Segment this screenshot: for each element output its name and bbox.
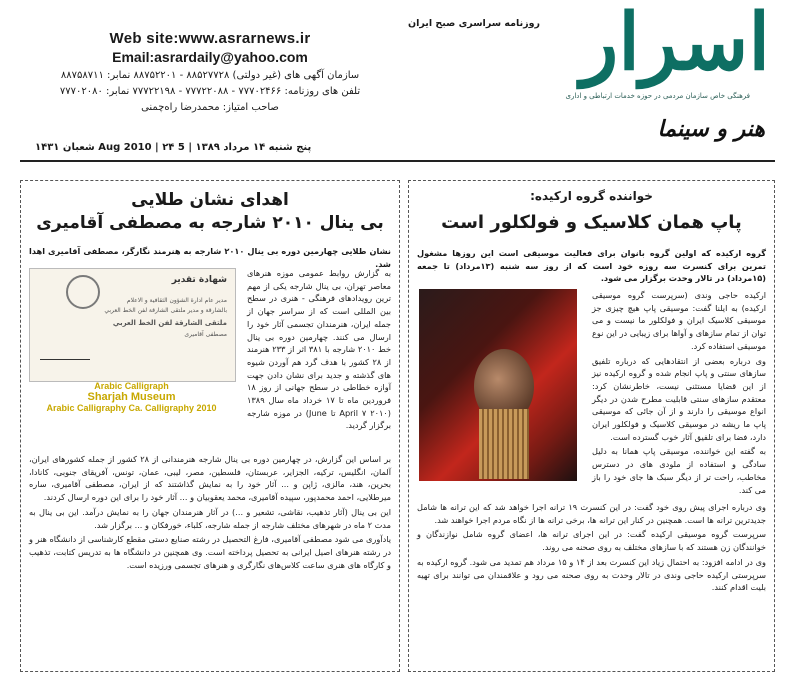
certificate-image (29, 268, 236, 382)
article-paragraph: به گفته این خواننده، موسیقی پاپ همانا به دلیل سادگی و استفاده از ملودی های در دسترس مخاطب، راحت تر از دیگر سبک ها جای خود را باز می کند. (592, 446, 766, 495)
logo-wordmark: اسرار (580, 0, 770, 88)
award-paragraph: به گزارش روابط عمومی موزه هنرهای معاصر تهران، بی ینال شارجه یکی از مهم ترین رویدادهای فرهنگی - هنری در سطح بین المللی است که از سراسر جهان از جمله ایران، هنرمندان تجسمی آثار خود را ارسال می کنند. چهارمین دوره بی ینال خط ۲۰۱۰ شارجه با ۳۸۱ اثر از ۲۳۳ هنرمند از ۲۸ کشور با هدف گرد هم آوردن شیوه های گذشته و جدید برای نشان دادن جهت آوازه خطاطی در سطح جهانی از روز ۱۸ فروردین ماه تا ۱۷ خرداد ماه سال ۱۳۸۹ (۲۰۱۰ April ۷ تا June) در موزه شارجه برگزار گردید. (247, 268, 392, 431)
award-paragraph: بر اساس این گزارش، در چهارمین دوره بی ینال شارجه هنرمندانی از ۲۸ کشور از جمله کشورهای ایران، آلمان، انگلیس، ترکیه، الجزایر، عربستان، فلسطین، مصر، لیبی، عمان، تونس، آفریقای جنوبی، کانادا، بحرین، هند، مالزی، ژاپن و ... آثار خود را به نمایش گذاشتند که از ایران، مصطفی آقامیری، ساره میرطلایی، احمد محمدپور، سپیده آقامیری، محمد یعقوبیان و ... آثار خود را برای این دوره ارسال کردند. (29, 454, 392, 503)
section-title: هنر و سینما (657, 116, 765, 142)
seal-icon (66, 275, 100, 309)
award-lead: نشان طلایی چهارمین دوره بی ینال ۲۰۱۰ شارجه به هنرمند نگارگر، مصطفی آقامیری اهدا شد. (29, 246, 391, 269)
award-headline-line2: بی ینال ۲۰۱۰ شارجه به مصطفی آقامیری (36, 212, 384, 233)
article-paragraph: وی درباره اجرای پیش روی خود گفت: در این کنسرت ۱۹ ترانه اجرا خواهد شد که این ترانه ها شامل جدیدترین ترانه ها است. همچنین در کنار این ترانه ها، برخی ترانه ها از نگاه مردم اجرا خواهند شد. (417, 502, 766, 525)
article-paragraph: وی در ادامه افزود: به احتمال زیاد این کنسرت بعد از ۱۴ و ۱۵ مرداد هم تمدید می شود. گروه ارکیده به سرپرستی ارکیده حاجی وندی در تالار وحدت به روی صحنه می رود و علاقمندان می توانند برای تهیه بلیت اقدام کنند. (417, 556, 766, 593)
certificate-title: شهادة تقدیر (171, 275, 227, 285)
ads-phone-line: سازمان آگهی های (غیر دولتی) ۸۸۵۲۷۷۲۸ - ۸۸۷۵۲۲۰۱ نمابر: ۸۸۷۵۸۷۱۱ (60, 70, 360, 81)
logo-tagline: فرهنگی خاص سازمان مردمی در حوزه خدمات ارتباطی و اداری (565, 92, 750, 100)
paper-subtitle: روزنامه سراسری صبح ایران (407, 18, 540, 29)
article-headline: پاپ همان کلاسیک و فولکلور است (441, 212, 742, 233)
article-paragraph: ارکیده حاجی وندی (سرپرست گروه موسیقی ارکیده) به ایلنا گفت: موسیقی پاپ هیچ چیزی جز موسیقی کلاسیک ایران و فولکلور ما نیست و می توان از تمام سازهای و آواها برای زیبایی در این نوع موسیقی استفاده کرد. (592, 290, 766, 351)
caption-line: Arabic Calligraph (94, 381, 169, 391)
certificate-caption (29, 381, 234, 413)
newspaper-logo (540, 0, 770, 109)
newspaper-phone-line: تلفن های روزنامه: ۷۷۷۰۲۴۶۶ - ۷۷۷۲۲۰۸۸ - ۷۷۷۲۲۱۹۸ نمابر: ۷۷۷۰۲۰۸۰ (59, 86, 361, 97)
award-paragraph: یادآوری می شود مصطفی آقامیری، فارغ التحصیل در رشته صنایع دستی مقطع کارشناسی از دانشگاه هنر و در رشته هنرهای اصیل ایرانی به تحصیل پرداخته است. وی همچنین در دانشگاه ها به تدریس کتابت، تذهیب و کارگاه های هنری ساعت کلاس‌های نگارگری و هنرهای تجسمی ورزیده است. (29, 534, 391, 570)
certificate-line: بالشارقة و مدیر ملتقی الشارقة لفن الخط العربي (104, 307, 227, 314)
article-paragraph: وی درباره بعضی از انتقادهایی که درباره تلفیق سازهای سنتی و پاپ انجام شده و گروه ارکیده نیز از این قضایا مستثنی نیست، خاطرنشان کرد: معتقدم سازهای سنتی قابلیت مطرح شدن در دیگر انواع موسیقی را دارند و از آن جائی که موسیقی پاپ ما ریشه در موسیقی کلاسیک و فولکلور ایران دارد، فضا برای تلفیق آثار خوب گسترده است. (592, 355, 766, 442)
singer-photo (419, 289, 577, 481)
certificate-line: مدیر عام ادارة الشؤون الثقافیة و الاعلام (126, 297, 227, 304)
caption-line: Arabic Calligraphy Ca. Calligraphy 2010 (46, 403, 217, 413)
article-golden-award (20, 180, 400, 672)
contact-block (20, 30, 400, 113)
owner-line: صاحب امتیاز: محمدرضا راه‌چمنی (141, 102, 279, 113)
article-kicker: خواننده گروه ارکیده: (530, 189, 653, 203)
website-text: Web site:www.asrarnews.ir (109, 30, 311, 47)
masthead (0, 0, 790, 160)
article-lead: گروه ارکیده که اولین گروه بانوان برای فعالیت موسیقی است این روزها مشغول تمرین برای کنسرت سه روزه خود است که از روز سه شنبه (۱۳مرداد) تا جمعه (۱۵مرداد) در تالار وحدت برگزار می شود. (417, 248, 766, 284)
article-orchid-band (408, 180, 775, 672)
award-paragraph: این بی ینال (آثار تذهیب، نقاشی، تشعیر و ...) در آثار هنرمندان جهان را به نمایش درآمد. این بی ینال به مدت ۲ ماه در شهرهای مختلف شارجه از جمله شارجه، کلباء، خورفکان و ... برگزار شد. (29, 506, 391, 530)
award-headline-line1: اهدای نشان طلایی (131, 190, 289, 210)
email-text: Email:asrardaily@yahoo.com (112, 49, 308, 65)
signature-mark (40, 349, 90, 360)
photo-instrument (479, 409, 529, 479)
masthead-divider (20, 160, 775, 162)
article-paragraph: سرپرست گروه موسیقی ارکیده گفت: در این اجرای ترانه ها، اعضای گروه شامل نوازندگان و خوانندگان زن هستند که با سازهای مختلف به روی صحنه می روند. (417, 529, 766, 553)
certificate-line: مصطفی آقامیری (184, 331, 227, 338)
dateline: پنج شنبه ۱۴ مرداد ۱۳۸۹ | 5 Aug 2010 | ۲۴ شعبان ۱۴۳۱ (35, 142, 312, 153)
caption-line: Sharjah Museum (87, 391, 176, 403)
certificate-line: ملتقى الشارقة لفن الخط العربي (112, 319, 227, 327)
